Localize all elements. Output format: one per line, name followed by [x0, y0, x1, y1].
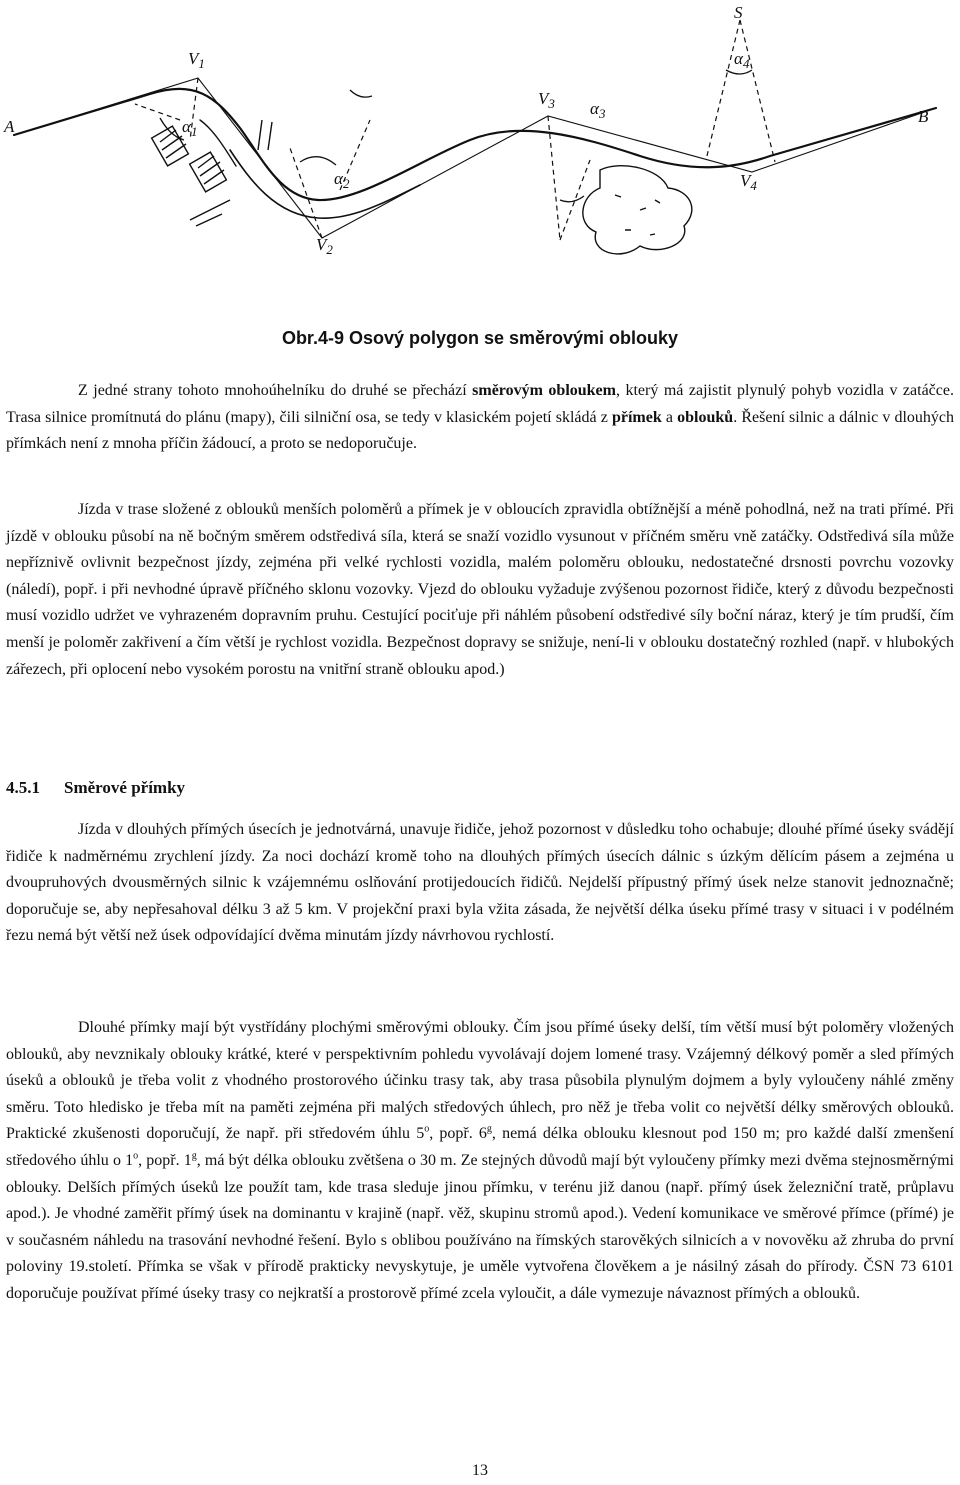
term-smerovy-oblouk: směrovým obloukem [472, 382, 616, 399]
angle-a2-label: $\alpha_2$ [334, 169, 350, 191]
angle-arcs [160, 70, 752, 202]
paragraph-1: Z jedné strany tohoto mnohoúhelníku do druhé se přechází směrovým obloukem, který má zajistit plynulý pohyb vozidla v zatáčce. Trasa silnice promítnutá do plánu (mapy), čili silniční osa, se tedy v klasickém pojetí skládá z přímek a oblouků. Řešení silnic a dálnic v dlouhých přímkách není z mnoha příčin žádoucí, a proto se nedoporučuje. [6, 382, 954, 453]
angle-a1-label: $\alpha_1$ [182, 117, 198, 139]
road-centerline [14, 78, 936, 238]
paragraph-4: Dlouhé přímky mají být vystřídány plochými směrovými oblouky. Čím jsou přímé úseky delší, tím větší musí být poloměry vložených oblouků, aby nevznikaly oblouky krátké, které v perspektivním pohledu vyvolávají dojem lomené trasy. Vzájemný délkový poměr a sled přímých úseků a oblouků je třeba volit z vhodného prostorového účinku trasy tak, aby trasa působila plynulým dojmem a byly vyloučeny náhlé změny směru. Toto hledisko je třeba mít na paměti zejména při malých středových úhlech, pro něž je třeba volit co největší délky směrových oblouků. Praktické zkušenosti doporučují, že např. při středovém úhlu 5$^o$, popř. 6$^g$, nemá délka oblouku klesnout pod 150 m; pro každé další zmenšení středového úhlu o 1$^o$, popř. 1$^g$, má být délka oblouku zvětšena o 30 m. Ze stejných důvodů mají být vyloučeny přímky mezi dvěma stejnosměrnými oblouky. Delších přímých úseků lze použít tam, kde trasa sleduje jinou přímku, v terénu již danou (např. přímý úsek železniční tratě, průplavu apod.). Je vhodné zaměřit přímý úsek na dominantu v krajině (např. věž, skupinu stromů apod.). Vedení komunikace ve směrové přímce (přímé) je v současném náhledu na trasování nevhodné řešení. Bylo s oblibou používáno na římských starověkých silnicích a v novověku až zhruba do první poloviny 19.století. Přímka se však v přírodě prakticky nevyskytuje, je uměle vytvořena člověkem a je násilný zásah do přírody. ČSN 73 6101 doporučuje používat přímé úseky trasy co nejkratší a prostorově přímé zcela vyloučit, a dále vymezuje návaznost přímých a oblouků. [6, 1019, 954, 1302]
polygon-drawing [0, 0, 960, 270]
lake-shape [583, 166, 692, 254]
vertex-v4-label: $V_4$ [740, 171, 757, 193]
point-b-label: B [918, 107, 929, 126]
road-alignment [14, 89, 936, 200]
term-primek: přímek [611, 408, 662, 426]
point-a-label: A [4, 117, 15, 136]
term-oblouku: oblouků [677, 408, 734, 426]
angle-a3-label: $\alpha_3$ [590, 99, 606, 121]
section-number: 4.5.1 [6, 778, 40, 797]
vertex-v2-label: $V_2$ [316, 235, 333, 257]
road-edge-2 [200, 120, 236, 166]
polygon-tangents [14, 78, 936, 238]
section-heading [6, 778, 185, 798]
road-edge [230, 150, 420, 218]
page-number: 13 [472, 1462, 488, 1479]
center-s-label: S [734, 3, 743, 22]
vertex-v3-label: $V_3$ [538, 89, 555, 111]
figure-caption: Obr.4-9 Osový polygon se směrovými oblouky [281, 328, 679, 348]
vertex-v1-label: $V_1$ [188, 49, 205, 71]
polygon-figure [0, 0, 960, 270]
paragraph-3: Jízda v dlouhých přímých úsecích je jednotvárná, unavuje řidiče, jehož pozornost v důsledku toho ochabuje; dlouhé přímé úseky svádějí řidiče k nadměrnému zrychlení jízdy. Za noci dochází kromě toho na dlouhých přímých úsecích dálnic s úzkým dělícím pásem a zejména u dvoupruhových dvousměrných silnic k vzájemnému oslňování protijedoucích řidičů. Nejdelší přípustný přímý úsek nelze stanovit jednoznačně; doporučuje se, aby nepřesahoval délku 3 až 5 km. V projekční praxi byla vžita zásada, že největší délka úseku přímé trasy v situaci i v podélném řezu nemá být větší než úsek odpovídající dvěma minutám jízdy návrhovou rychlostí. [6, 821, 954, 945]
track-lines [190, 120, 272, 226]
paragraph-2: Jízda v trase složené z oblouků menších poloměrů a přímek je v obloucích zpravidla obtížnější a méně pohodlná, než na trati přímé. Při jízdě v oblouku působí na ně bočným směrem odstředivá síla, která se snaží vozidlo vysunout v příčném směru vně zatáčky. Odstředivá síla může nepříznivě ovlivnit bezpečnost jízdy, zejména při velké rychlosti vozidla, malém poloměru oblouku, nedostatečné drsnosti povrchu vozovky (náledí), popř. i při nevhodné úpravě příčného sklonu vozovky. Vjezd do oblouku vyžaduje zvýšenou pozornost řidiče, který z důvodu bezpečnosti musí vozidlo udržet ve vyhrazeném dopravním pruhu. Cestující pociťuje při náhlém působení odstředivé síly boční náraz, který je tím prudší, čím menší je poloměr zakřivení a čím větší je rychlost vozidla. Bezpečnost dopravy se snižuje, není-li v oblouku dostatečný rozhled (např. v hlubokých zářezech, při oplocení nebo vysokém porostu na vnitřní straně oblouku apod.) [6, 501, 954, 678]
angle-a4-label: $\alpha_4$ [734, 49, 750, 71]
radius-lines [135, 20, 775, 240]
section-title: Směrové přímky [64, 778, 186, 797]
